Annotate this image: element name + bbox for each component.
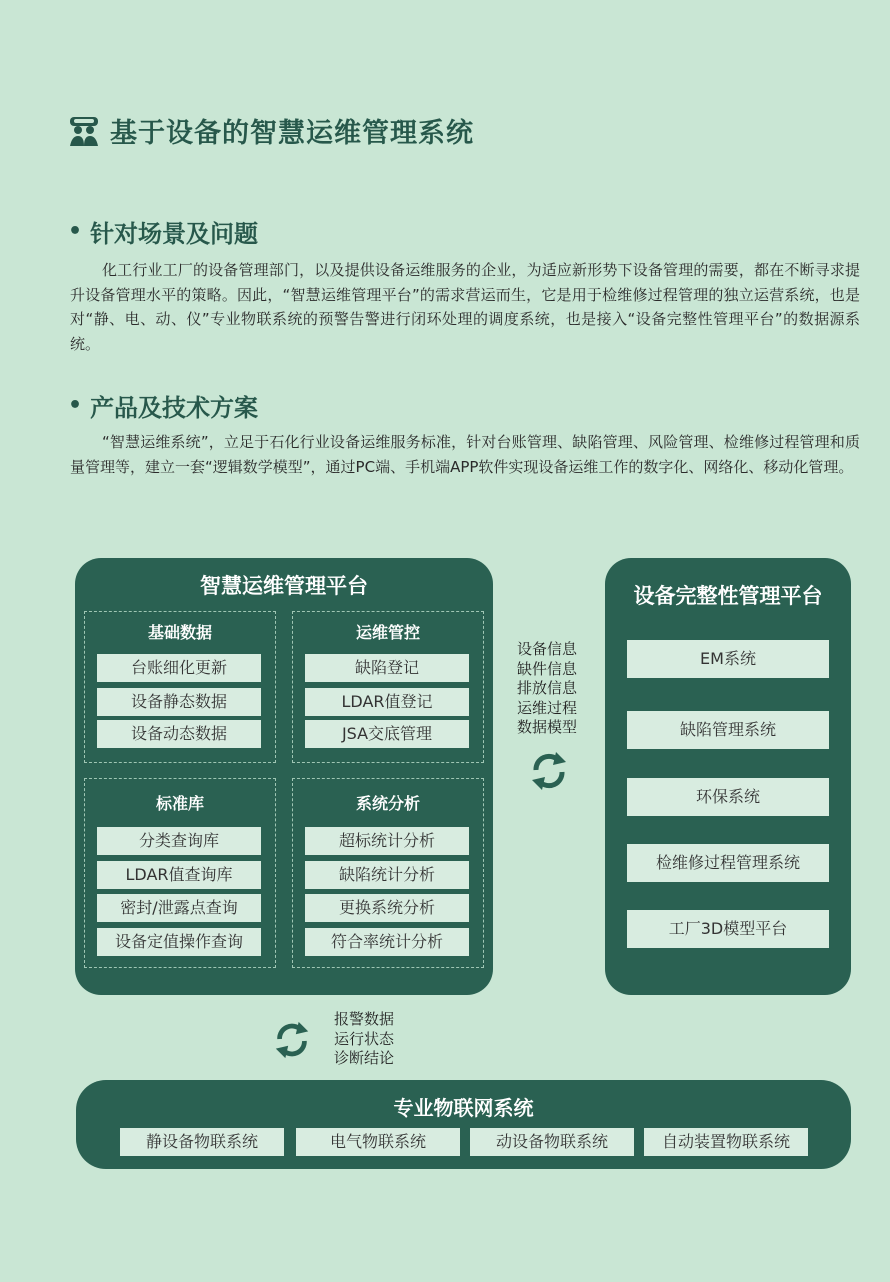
- list-item: 设备静态数据: [97, 688, 261, 716]
- group-title: 标准库: [155, 794, 204, 813]
- flow-label: 设备信息: [517, 640, 578, 658]
- flow-label: 缺件信息: [517, 659, 578, 678]
- flow-label: 运维过程: [517, 698, 578, 717]
- list-item: 符合率统计分析: [305, 928, 469, 956]
- section-heading: • 产品及技术方案: [68, 393, 259, 422]
- group-standard-library: [84, 778, 276, 968]
- engineer-icon: [66, 112, 102, 148]
- list-item: 动设备物联系统: [470, 1128, 634, 1156]
- section-heading: • 针对场景及问题: [68, 219, 259, 248]
- middle-flow-labels: [517, 640, 577, 738]
- list-item: 台账细化更新: [97, 654, 261, 682]
- list-item: 分类查询库: [97, 827, 261, 855]
- list-item: 静设备物联系统: [120, 1128, 284, 1156]
- list-item: 检维修过程管理系统: [627, 844, 829, 882]
- group-om-control: [292, 611, 484, 763]
- lower-flow-labels: [334, 1010, 394, 1069]
- flow-label: 报警数据: [334, 1010, 395, 1028]
- list-item: 更换系统分析: [305, 894, 469, 922]
- flow-label: 诊断结论: [334, 1049, 395, 1067]
- list-item: 密封/泄露点查询: [97, 894, 261, 922]
- list-item: 缺陷统计分析: [305, 861, 469, 889]
- section-paragraph: 化工行业工厂的设备管理部门，以及提供设备运维服务的企业，为适应新形势下设备管理的需要，都在不断寻求提升设备管理水平的策略。因此，“智慧运维管理平台”的需求营运而生，它是用于检维修过程管理的独立运营系统，也是对“静、电、动、仪”专业物联系统的预警告警进行闭环处理的调度系统，也是接入“设备完整性管理平台”的数据源系统。: [70, 261, 860, 353]
- list-item: 缺陷管理系统: [627, 711, 829, 749]
- group-title: 运维管控: [355, 623, 420, 642]
- list-item: 工厂3D模型平台: [627, 910, 829, 948]
- list-item: 环保系统: [627, 778, 829, 816]
- panel-title: 专业物联网系统: [393, 1096, 534, 1120]
- iot-system-panel: [76, 1080, 851, 1169]
- list-item: 电气物联系统: [296, 1128, 460, 1156]
- list-item: 缺陷登记: [305, 654, 469, 682]
- panel-title: 智慧运维管理平台: [200, 574, 368, 598]
- list-item: EM系统: [627, 640, 829, 678]
- list-item: 自动装置物联系统: [644, 1128, 808, 1156]
- flow-label: 排放信息: [517, 679, 578, 697]
- group-system-analysis: [292, 778, 484, 968]
- list-item: JSA交底管理: [305, 720, 469, 748]
- sync-arrows-icon: [272, 1020, 312, 1060]
- panel-title: 设备完整性管理平台: [633, 584, 823, 608]
- page-title: 基于设备的智慧运维管理系统: [110, 117, 474, 149]
- list-item: LDAR值查询库: [97, 861, 261, 889]
- group-title: 系统分析: [355, 794, 420, 813]
- list-item: 设备定值操作查询: [97, 928, 261, 956]
- title-row: [66, 110, 474, 150]
- integrity-platform-panel: [605, 558, 851, 995]
- flow-label: 数据模型: [517, 718, 578, 736]
- list-item: 超标统计分析: [305, 827, 469, 855]
- list-item: LDAR值登记: [305, 688, 469, 716]
- flow-label: 运行状态: [334, 1029, 395, 1048]
- section-paragraph: “智慧运维系统”，立足于石化行业设备运维服务标准，针对台账管理、缺陷管理、风险管理、检维修过程管理和质量管理等，建立一套“逻辑数学模型”，通过PC端、手机端APP软件实现设备运维工作的数字化、网络化、移动化管理。: [70, 433, 860, 476]
- group-basic-data: [84, 611, 276, 763]
- list-item: 设备动态数据: [97, 720, 261, 748]
- smart-om-platform-panel: [75, 558, 493, 995]
- sync-arrows-icon: [528, 750, 570, 792]
- group-title: 基础数据: [147, 623, 212, 642]
